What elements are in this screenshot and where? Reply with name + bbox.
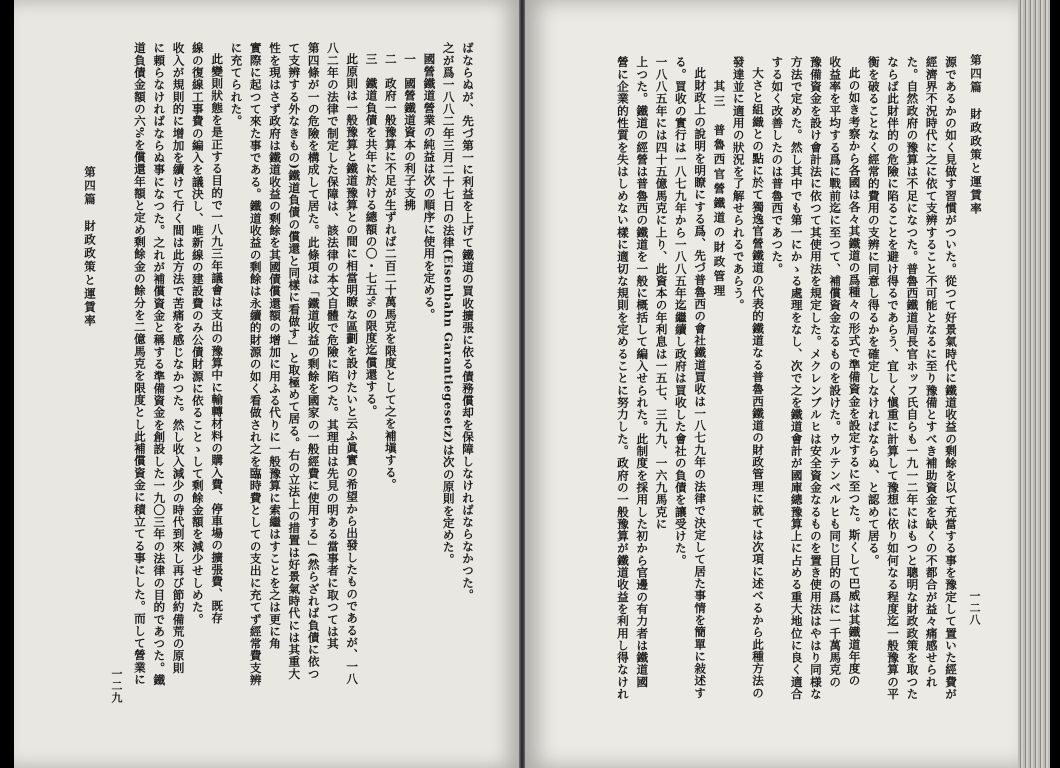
- text-column: 一八八五年には四十五億馬克に上り、此資本の年利息は一五七、三九九、一六九馬克に: [654, 56, 669, 530]
- right-page-body: [613, 56, 960, 700]
- text-column: 源であるかの如く見做す習慣がついた。從つて好景氣時代に鐵道收益の剩餘を以て充當する事を豫定して置いた經費が: [944, 56, 958, 700]
- text-column: 國營鐵道營業の純益は次の順序に使用を定める。: [422, 53, 437, 321]
- running-header: 第四篇 財政政策と運賃率: [969, 54, 983, 216]
- text-column: 上つた。鐵道の經營は普魯西の鐵道を一般に概括して編入せられた。此制度を採用した初から官邊の有力者は鐵道國: [635, 56, 650, 688]
- text-column: 一 國營鐵道資本の利子支拂: [403, 53, 418, 211]
- page-number: 一二八: [968, 590, 981, 626]
- text-column: ならば此財伴的の危險に陷ることを避け得るであらう、宜しく愼重に計算して豫想に依り如何なる程度迄一般豫算の平: [886, 56, 901, 700]
- page-number: 一二九: [110, 668, 123, 704]
- text-column: 二 政府一般豫算に不足が生ずれば二百二十萬馬克を限度として之を補塡する。: [383, 53, 398, 491]
- text-column: 收入が規則的に增加を續けて行く間は此方法で苦痛を感じなかつた。然し收入減少の時代到來し再び節約備荒の原則: [171, 42, 186, 674]
- text-column: 此變則狀態を是正する目的で一八九三年議會は支出の豫算中に輸轉材料の購入費、停車場の擴張費、既存: [210, 53, 225, 625]
- left-page-body: [130, 42, 477, 686]
- text-column: 實際に起つて來た事である。鐵道收益の剩餘は永續的財源の如く看做され之を臨時費としての支出に充てず經常費支辨: [248, 42, 263, 686]
- text-column: に充てられた。: [229, 42, 244, 128]
- text-column: 此原則は一般豫算と鐵道豫算との間に相當明瞭な區劃を設けたいと云ふ眞實の希望から出發したものであるが、一八: [345, 53, 360, 685]
- text-column: ばならぬが、先づ第一に利益を上げて鐵道の買收擴張に依る債務償却を保障しなければならなかつた。: [461, 42, 475, 601]
- section-heading: 其三 普魯西官營鐵道の財政管理: [712, 80, 727, 299]
- text-column: する如く改善したのは普魯西であつた。: [770, 56, 785, 275]
- running-header: 第四篇 財政政策と運賃率: [83, 166, 97, 328]
- text-column: る。買收の實行は一八七九年から一八八五年迄繼續し政府は買收した會社の負債を讓受けた。: [673, 56, 688, 567]
- text-column: 豫備資金を設け會計法に依つて其使用法を規定した。メクレンブルヒは安全資金なるものを置き使用法はやはり同様な: [808, 56, 823, 700]
- text-column: 衡を破ることなく經常的費用の支辨に同意し得るかを確定しなければならぬ、と認めて居る。: [866, 56, 881, 567]
- text-column: 三 鐵道負債を共年に於ける總額の〇・七五%の限度迄償還する。: [364, 53, 379, 417]
- text-column: 線の復線工事費の編入を議決し、唯新線の建設費のみ公債財源に依ることゝして剩餘金額を減少せしめた。: [190, 42, 205, 626]
- text-column: 發達並に適用の狀況を了解せられるであらう。: [731, 56, 746, 312]
- text-column: て支辨する外なきもの)鐵道負債の償還と同樣に看做す」と取極めて居る。右の立法上の措置は好景氣時代には其重大: [287, 42, 302, 680]
- text-column: 道負債金額の六%を償還年額と定め剩餘金の餘分を二億馬克を限度とし此補償資金に積立てる事にした。而して營業に: [132, 42, 147, 686]
- text-column: 此の如き考察から各國は各々其鐵道の爲種々の形式で準備資金を設定するに至つた。斯くして巴威は其鐵道年度の: [847, 67, 862, 687]
- text-column: 營に企業的性質を失はしめない樣に適切な規則を定めることに努力した。政府の一般豫算が鐵道收益を利用し得なけれ: [615, 56, 630, 700]
- text-column: 此財政上の說明を明瞭にする爲、先づ普魯西の會社鐵道買收は一八七九年の法律で決定して居た事情を簡單に敍述す: [693, 67, 708, 699]
- text-column: に頼らなければならぬ事になつた。之れが補償資金と稱する準備資金を創設した一九〇三年の法律の目的であつた。鐵: [152, 42, 167, 686]
- text-column: 大さと組織との點に於て獨逸官營鐵道の代表的鐵道なる普魯西鐵道の財政管理に就ては次項に述べるから此種方法の: [751, 67, 766, 699]
- text-column: 經濟界不況時代に之に依て支辨すること不可能となるに至り豫備とすべき補助資金を缺くの不都合が益々痛感せられ: [924, 56, 939, 688]
- text-column: 性を現はさず政府は鐵道收益の剩餘を其國債償還額の增加に用ふる代りに一般豫算に索繼はすことを之は更に角: [268, 42, 283, 650]
- text-column: た。自然政府の豫算は不足になつた。普魯西鐵道局長官ホッフ氏自らも一九一二年にはもつと聰明な財政政策を取つた: [905, 56, 920, 700]
- text-column: 收益率を平均する爲に戰前迄に至つて、補償資金なるものを設けた。ウルテンベルヒも同じ目的の爲に一千萬馬克の: [828, 56, 843, 688]
- page-edges: [1018, 0, 1050, 768]
- scan-border: [1050, 0, 1060, 768]
- text-column: 之が爲一八八二年三月二十七日の法律(Eisenbahn Garantiegesetz)は次の原則を定めた。: [441, 42, 456, 566]
- text-column: 方法で定めた。然し其中でも第一にかゝる處理をなし、次で之を鐵道會計が國庫總豫算上に占める重大地位に良く適合: [789, 56, 804, 700]
- left-page: [14, 0, 519, 768]
- text-column: 八二年の法律で制定した保障は、該法律の本文自體で危險に陷つた。其理由は先見の明ある當事者に取つては其: [325, 42, 340, 650]
- text-column: 第四條が一の危險を構成して居た。此條項は「鐵道收益の剩餘を國家の一般經費に使用する」(然らざれば負債に依つ: [306, 42, 321, 680]
- right-page: [525, 0, 1018, 768]
